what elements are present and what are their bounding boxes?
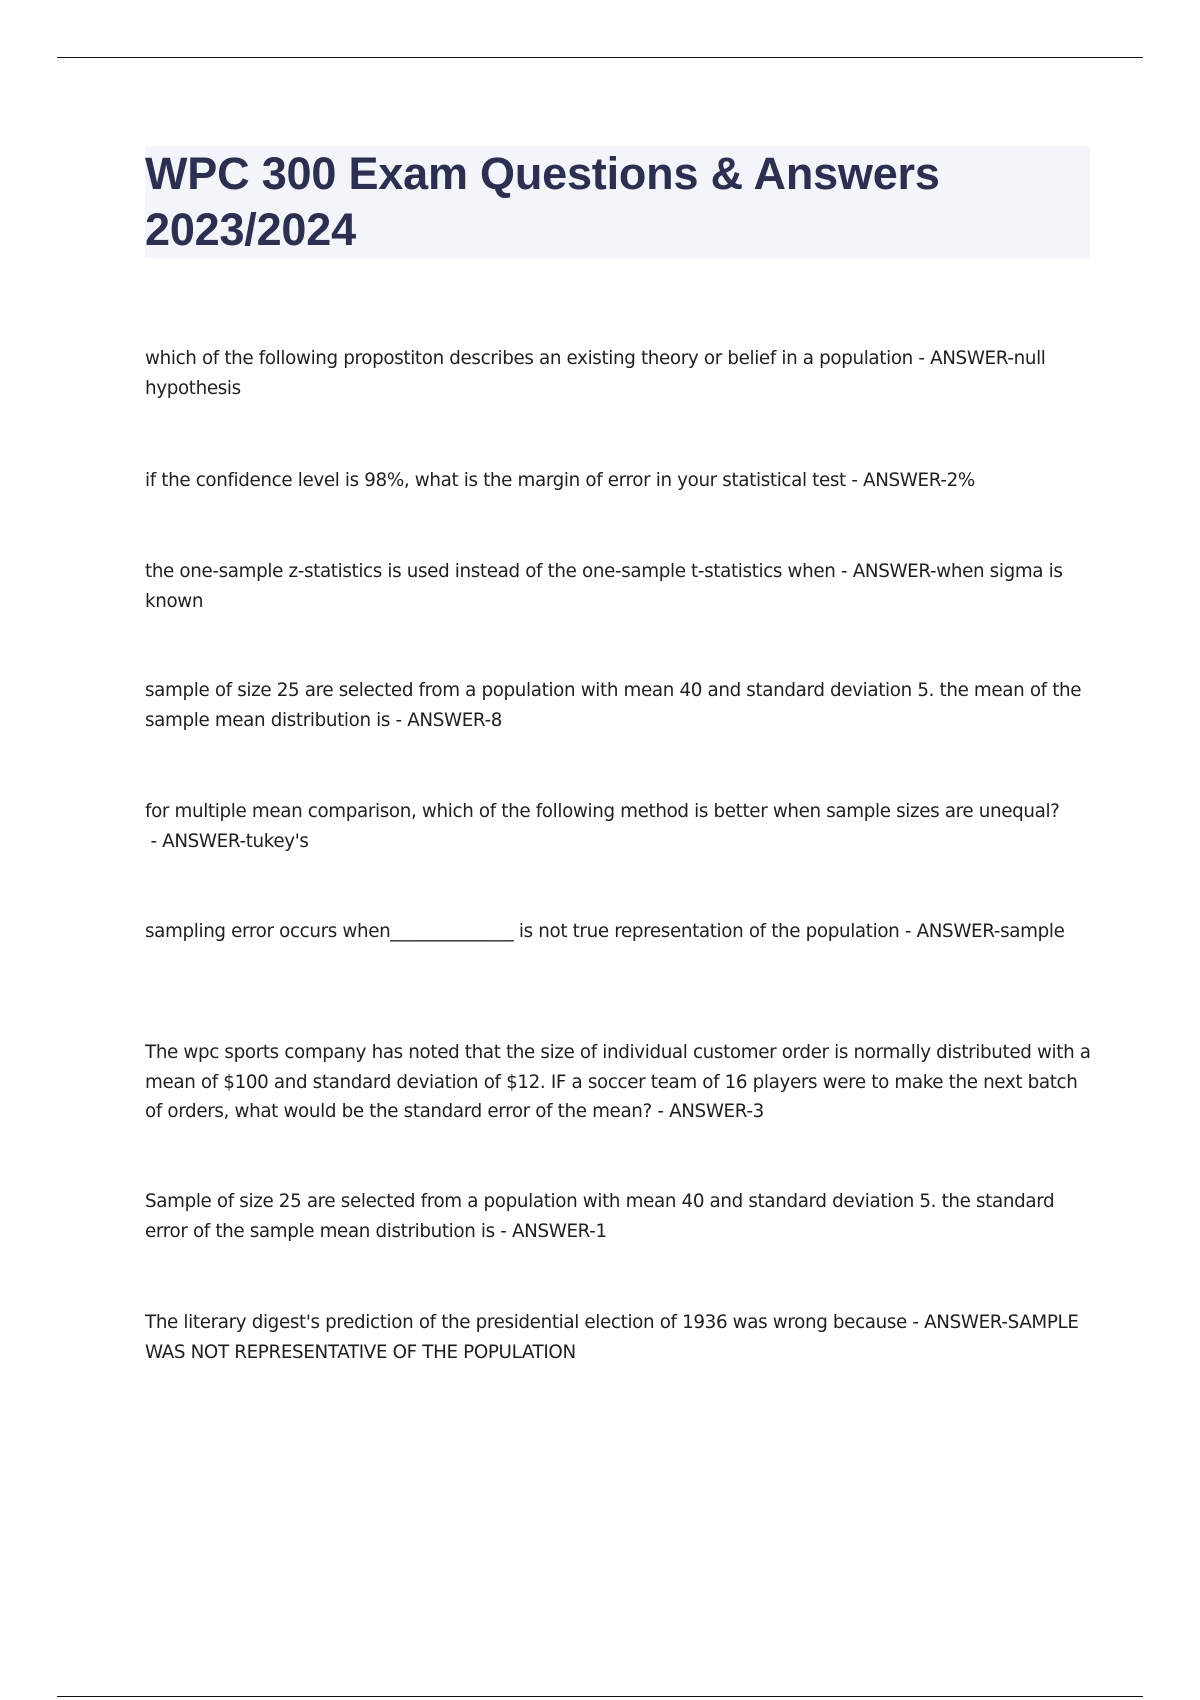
answer-prefix: ANSWER- <box>916 921 1001 942</box>
answer-text: tukey's <box>245 830 309 852</box>
question-text: which of the following propostiton describes an existing theory or belief in a population <box>145 348 913 369</box>
question-text: the one-sample z-statistics is used instead of the one-sample t-statistics when <box>145 561 836 582</box>
answer-text: 2% <box>946 470 975 491</box>
answer-text: 1 <box>595 1220 607 1242</box>
answer-prefix: ANSWER- <box>512 1220 596 1242</box>
qa-item <box>145 1038 1095 1127</box>
bottom-rule <box>57 1696 1143 1697</box>
answer-prefix: ANSWER- <box>930 348 1014 369</box>
qa-item <box>145 1187 1095 1246</box>
question-text: sampling error occurs when______________ is not true representation of the population <box>145 921 900 942</box>
qa-item <box>145 557 1095 616</box>
answer-text: SAMPLE WAS NOT REPRESENTATIVE OF THE POPULATION <box>145 1312 1079 1363</box>
answer-text: when sigma is known <box>145 561 1063 612</box>
answer-prefix: ANSWER- <box>863 470 947 491</box>
answer-text: sample <box>1000 921 1065 942</box>
question-text: The wpc sports company has noted that the size of individual customer order is normally distributed with a mean of $100 and standard deviation of $12. IF a soccer team of 16 players were to make the next batch of orders, what would be the standard error of the mean? <box>145 1042 1091 1122</box>
answer-text: null hypothesis <box>145 348 1046 399</box>
answer-prefix: ANSWER- <box>669 1101 753 1122</box>
qa-item <box>145 344 1095 403</box>
question-text: if the confidence level is 98%, what is the margin of error in your statistical test <box>145 470 846 491</box>
answer-text: 8 <box>490 709 503 731</box>
qa-item <box>145 917 1095 947</box>
top-rule <box>57 57 1143 58</box>
answer-prefix: ANSWER- <box>162 830 246 852</box>
qa-item <box>145 676 1095 735</box>
question-text: for multiple mean comparison, which of the following method is better when sample sizes are unequal? <box>145 801 1060 822</box>
answer-prefix: ANSWER- <box>852 561 937 582</box>
qa-item <box>145 466 1095 496</box>
question-text: Sample of size 25 are selected from a population with mean 40 and standard deviation 5. the standard error of the sample mean distribution is <box>145 1191 1055 1242</box>
question-text: The literary digest's prediction of the presidential election of 1936 was wrong because <box>145 1312 907 1333</box>
answer-prefix: ANSWER- <box>407 709 491 731</box>
answer-text: 3 <box>752 1101 764 1122</box>
qa-item <box>145 1308 1095 1367</box>
document-title: WPC 300 Exam Questions & Answers 2023/2024 <box>145 148 940 255</box>
answer-prefix: ANSWER- <box>924 1312 1008 1333</box>
question-text: sample of size 25 are selected from a population with mean 40 and standard deviation 5. the mean of the sample mean distribution is <box>145 680 1082 731</box>
qa-item <box>145 797 1095 856</box>
